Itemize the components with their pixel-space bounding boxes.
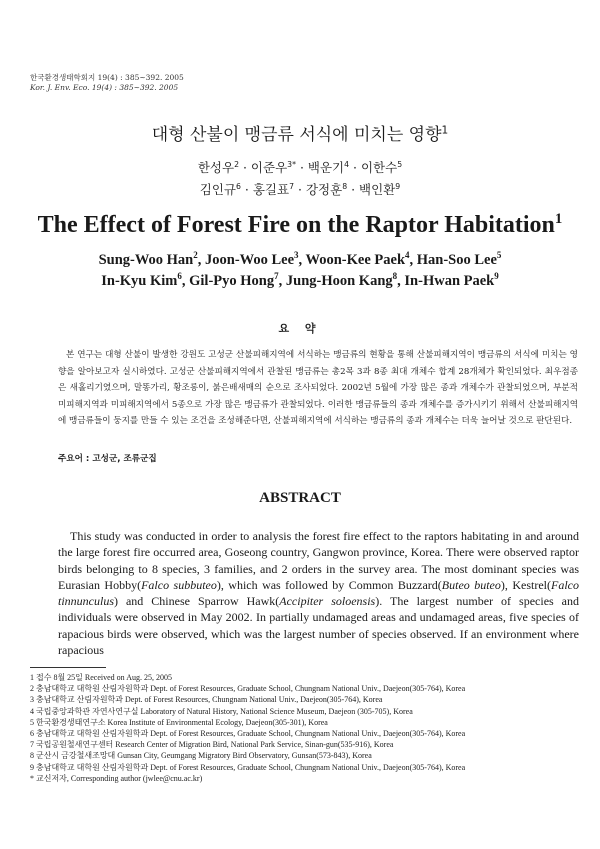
species-name: Falco subbuteo [141, 577, 217, 592]
author-name: 백인환 [359, 182, 396, 197]
author-name: Woon-Kee Paek [305, 252, 406, 268]
author-name: 김인규 [199, 182, 236, 197]
journal-citation-korean: 한국환경생태학회지 19(4) : 385~392. 2005 [30, 73, 184, 82]
english-title-footnote-mark: 1 [554, 211, 563, 227]
abstract-text: ), which was followed by Common Buzzard( [216, 577, 442, 592]
author-name: 한성우 [197, 160, 235, 175]
abstract-body [58, 528, 579, 658]
author-footnote-mark: 5 [496, 250, 502, 261]
author-footnote-mark: 3 [294, 250, 299, 261]
author-footnote-mark: 2 [234, 159, 239, 169]
author-footnote-mark: 9 [395, 181, 401, 191]
author-name: 홍길표 [252, 182, 290, 197]
korean-summary-body: 본 연구는 대형 산불이 발생한 강원도 고성군 산불피해지역에 서식하는 맹금류의 현황을 통해 산불피해지역이 맹금류의 서식에 미치는 영향을 알아보고자 실시하였다. 고성군 산불피해지역에서 관찰된 맹금류는 총2목 3과 8종 최대 개체수 합계 28개체가 확인되었다. 최우점종은 새홀리기였으며, 말똥가리, 황조롱이, 붉은배새매의 순으로 조사되었다. 2002년 5월에 가장 많은 종과 개체수가 관찰되었으며, 부분적 미피해지역과 미피해지역에서 5종으로 가장 많은 맹금류가 관찰되었다. 이러한 맹금류들의 종과 개체수를 증가시키기 위해서 산불피해지역에 맹금류들이 둥지를 만들 수 있는 조건을 조성해준다면, 산불피해지역에 서식하는 맹금류의 종과 개체수는 더욱 늘어날 것으로 판단된다. [58, 350, 578, 427]
footnote: 3 충남대학교 산림자원학과 Dept. of Forest Resources, Chungnam National Univ., Daejeon(305-764), Korea [30, 695, 383, 705]
author-footnote-mark: 9 [494, 271, 499, 282]
abstract-text: ), Kestrel( [500, 577, 551, 592]
footnote: 9 충남대학교 대학원 산림자원학과 Dept. of Forest Resources, Graduate School, Chungnam National Univ., Daejeon(305-764), Korea [30, 762, 466, 772]
korean-authors-line-1: 한성우$^2$ · 이준우$^{3*}$ · 백운기$^4$ · 이한수$^5$ [197, 159, 403, 175]
footnote: * 교신저자, Corresponding author (jwlee@cnu.ac.kr) [30, 773, 203, 783]
footnote: 8 군산시 금강철새조망대 Gunsan City, Geumgang Migratory Bird Observatory, Gunsan(573-843), Korea [30, 751, 372, 761]
footnote: 6 충남대학교 대학원 산림자원학과 Dept. of Forest Resources, Graduate School, Chungnam National Univ., Daejeon(305-764), Korea [30, 729, 466, 739]
author-footnote-mark: 2 [193, 250, 198, 261]
author-footnote-mark: 8 [392, 271, 398, 282]
author-name: 백운기 [307, 160, 345, 175]
species-name: Accipiter soloensis [279, 594, 376, 609]
author-name: Joon-Woo Lee [205, 252, 295, 268]
species-name: Falco tinnunculus [58, 577, 579, 609]
keywords-line [58, 452, 157, 464]
footnote: 2 충남대학교 대학원 산림자원학과 Dept. of Forest Resources, Graduate School, Chungnam National Univ., Daejeon(305-764), Korea [30, 684, 466, 694]
english-title [0, 212, 600, 239]
abstract-text: This study was conducted in order to analysis the forest fire effect to the raptors habitating in and around the large forest fire occurred area, Goseong country, Gangwon province, Korea. There were observed raptor birds belonging to 8 species, 3 families, and 2 orders in the survey area. The most dominant species was Eurasian Hobby( [58, 529, 579, 592]
footnote: 1 접수 8월 25일 Received on Aug. 25, 2005 [30, 673, 173, 682]
author-footnote-mark: 8 [342, 181, 348, 191]
abstract-text: ) and Chinese Sparrow Hawk( [114, 594, 280, 609]
species-name: Buteo buteo [441, 577, 501, 592]
korean-summary-heading: 요 약 [278, 322, 322, 335]
abstract-text: ). The largest number of species and individuals were observed in May 2002. In partially undamaged areas and undamaged areas, five species of rapacious birds were observed, which was the largest number of species observed. If an environment where rapacious [58, 594, 580, 658]
english-authors-line-1: Sung-Woo Han$^2$, Joon-Woo Lee$^3$, Woon-Kee Paek$^4$, Han-Soo Lee$^5$ [98, 250, 502, 268]
author-name: In-Kyu Kim [101, 273, 178, 289]
footnote: 4 국립중앙과학관 자연사연구실 Laboratory of Natural History, National Science Museum, Daejeon (305-705), Korea [30, 706, 413, 716]
author-footnote-mark: 6 [236, 181, 241, 191]
author-name: Gil-Pyo Hong [189, 273, 275, 289]
keywords-value: 고성군, 조류군집 [92, 454, 157, 464]
author-footnote-mark: 5 [397, 159, 403, 169]
author-name: 이준우 [250, 160, 288, 175]
author-footnote-mark: 7 [289, 181, 295, 191]
abstract-heading: ABSTRACT [259, 490, 341, 506]
author-footnote-mark: 7 [274, 271, 279, 282]
author-name: Han-Soo Lee [416, 252, 497, 268]
author-footnote-mark: 3* [287, 159, 296, 169]
footnote: 5 한국환경생태연구소 Korea Institute of Environmental Ecology, Daejeon(305-301), Korea [30, 717, 328, 727]
author-footnote-mark: 6 [177, 271, 182, 282]
keywords-label: 주요어 : [58, 454, 90, 464]
journal-citation-english: Kor. J. Env. Eco. 19(4) : 385~392. 2005 [30, 83, 179, 92]
author-footnote-mark: 4 [405, 250, 410, 261]
author-footnote-mark: 4 [344, 159, 350, 169]
journal-citation [30, 73, 184, 93]
korean-authors-line-2: 김인규$^6$ · 홍길표$^7$ · 강정훈$^8$ · 백인환$^9$ [199, 181, 401, 197]
footnotes [30, 672, 465, 784]
korean-title-footnote-mark: 1 [441, 124, 449, 137]
english-title-text: The Effect of Forest Fire on the Raptor Habitation [37, 212, 555, 238]
author-name: 이한수 [360, 160, 398, 175]
footnote-divider [30, 667, 106, 668]
author-name: In-Hwan Paek [404, 273, 495, 289]
author-name: Sung-Woo Han [98, 252, 194, 268]
korean-title-text: 대형 산불이 맹금류 서식에 미치는 영향 [151, 125, 442, 145]
english-authors-line-2: In-Kyu Kim$^6$, Gil-Pyo Hong$^7$, Jung-Hoon Kang$^8$, In-Hwan Paek$^9$ [101, 271, 499, 289]
footnote: 7 국립공원철새연구센터 Research Center of Migration Bird, National Park Service, Sinan-gun(535-916), Korea [30, 740, 394, 750]
author-name: Jung-Hoon Kang [285, 273, 393, 289]
author-name: 강정훈 [305, 182, 343, 197]
korean-title [0, 120, 600, 145]
